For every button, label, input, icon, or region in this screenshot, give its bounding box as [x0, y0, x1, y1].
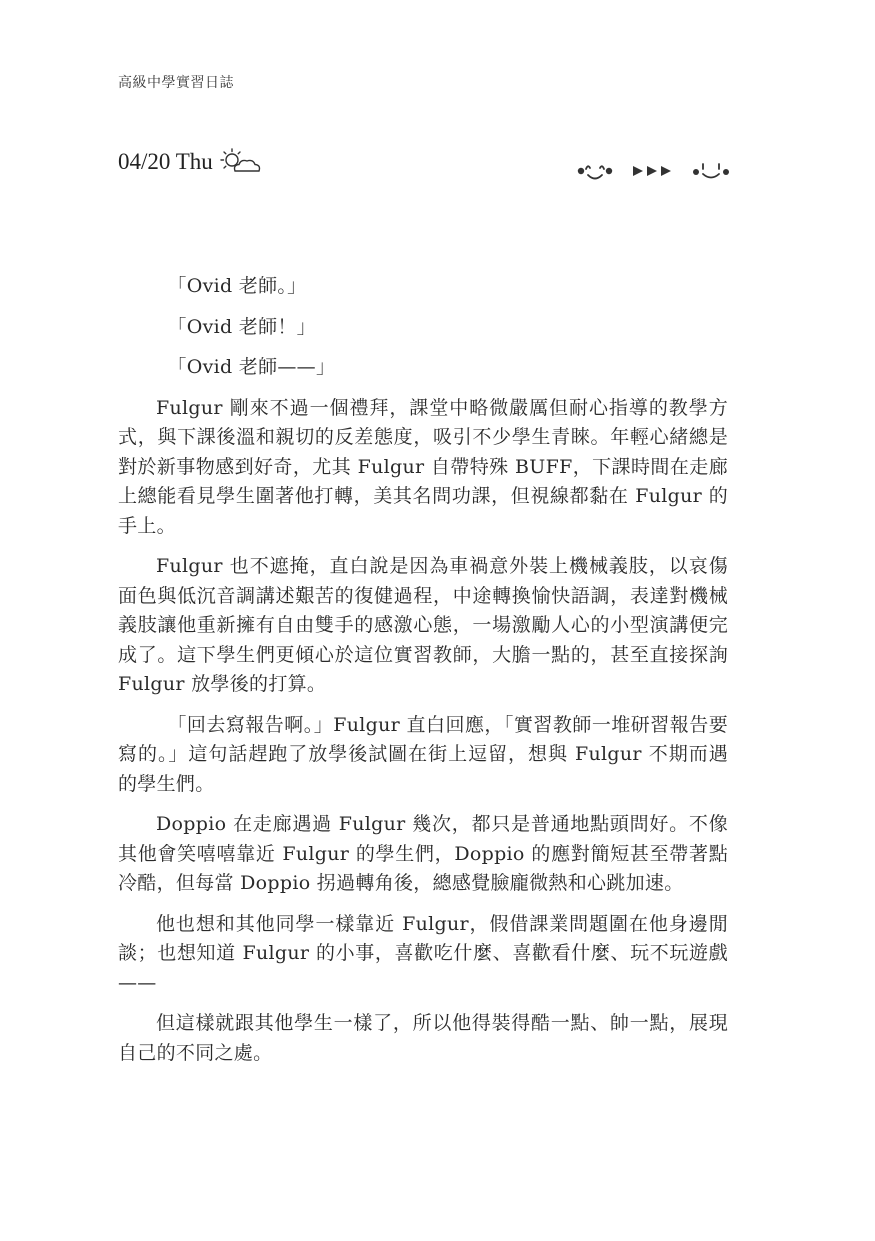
paragraph: Fulgur 剛來不過一個禮拜，課堂中略微嚴厲但耐心指導的教學方式，與下課後溫和親切的反差態度，吸引不少學生青睞。年輕心緒總是對於新事物感到好奇，尤其 Fulgur 自帶特殊 BUFF，下課時間在走廊上總能看見學生圍著他打轉，美其名問功課，但視線都黏在 Fulgur 的手上。 — [118, 396, 728, 537]
mood-strip — [575, 155, 731, 185]
smiling-face-icon — [691, 155, 731, 185]
cloud-sun-icon — [219, 146, 263, 178]
triple-arrow-icon — [631, 163, 675, 177]
smiling-face-icon — [575, 155, 615, 185]
paragraph: Doppio 在走廊遇過 Fulgur 幾次，都只是普通地點頭問好。不像其他會笑嘻嘻靠近 Fulgur 的學生們，Doppio 的應對簡短甚至帶著點冷酷，但每當 Doppio 拐過轉角後，總感覺臉龐微熱和心跳加速。 — [118, 813, 728, 894]
paragraph-dialogue-2: 「Ovid 老師！」 — [167, 315, 316, 338]
paragraph: Fulgur 也不遮掩，直白說是因為車禍意外裝上機械義肢，以哀傷面色與低沉音調講述艱苦的復健過程，中途轉換愉快語調，表達對機械義肢讓他重新擁有自由雙手的感激心態，一場激勵人心的小型演講便完成了。這下學生們更傾心於這位實習教師，大膽一點的，甚至直接探詢 Fulgur 放學後的打算。 — [118, 555, 728, 695]
diary-body — [118, 272, 728, 1079]
paragraph-dialogue-1: 「Ovid 老師。」 — [167, 275, 307, 297]
running-header: 高級中學實習日誌 — [118, 75, 234, 91]
paragraph-dialogue-3: 「Ovid 老師——」 — [167, 356, 336, 378]
paragraph: 「回去寫報告啊。」Fulgur 直白回應，「實習教師一堆研習報告要寫的。」這句話趕跑了放學後試圖在街上逗留，想與 Fulgur 不期而遇的學生們。 — [118, 713, 728, 795]
paragraph: 但這樣就跟其他學生一樣了，所以他得裝得酷一點、帥一點，展現自己的不同之處。 — [118, 1012, 728, 1064]
entry-date: 04/20 Thu — [118, 149, 213, 174]
entry-date-line — [118, 146, 263, 178]
paragraph: 他也想和其他同學一樣靠近 Fulgur，假借課業問題圍在他身邊閒談；也想知道 Fulgur 的小事，喜歡吃什麼、喜歡看什麼、玩不玩遊戲—— — [118, 912, 728, 994]
